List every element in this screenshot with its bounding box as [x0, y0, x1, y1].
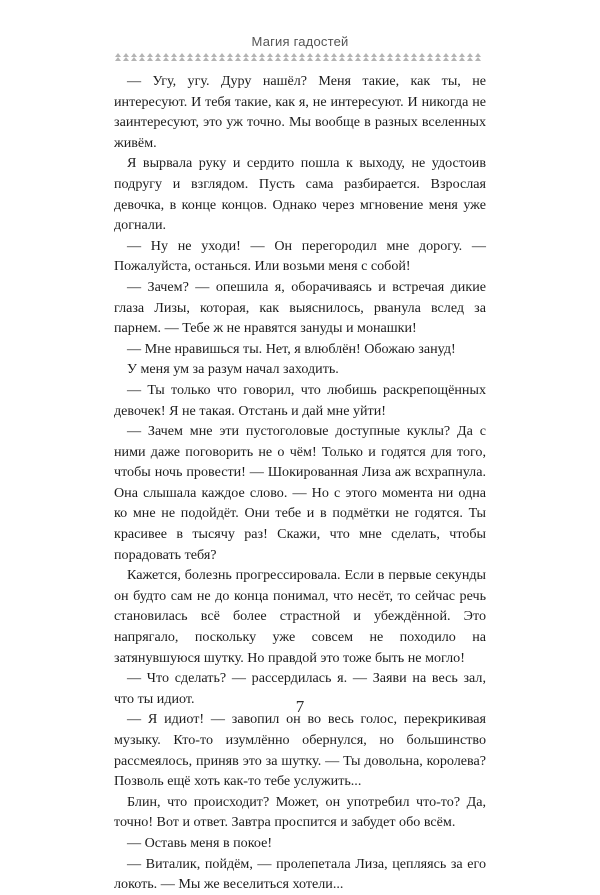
running-head: Магия гадостей — [251, 34, 349, 49]
paragraph: Блин, что происходит? Может, он употребил что-то? Да, точно! Вот и ответ. Завтра проспится и забудет обо всём. — [114, 793, 486, 831]
paragraph: — Мне нравишься ты. Нет, я влюблён! Обожаю зануд! — [127, 340, 456, 357]
ornament-zigzag-row — [115, 57, 481, 61]
body-text — [114, 71, 486, 895]
paragraph: Я вырвала руку и сердито пошла к выходу, не удостоив подругу и взглядом. Пусть сама разбирается. Взрослая девочка, в конце концов. Однако через мгновение меня уже догнали. — [114, 155, 486, 234]
ornament-zigzag-row — [115, 53, 481, 57]
ornament-divider — [114, 51, 486, 63]
paragraph: — Ну не уходи! — Он перегородил мне дорогу. — Пожалуйста, останься. Или возьми меня с собой! — [114, 237, 486, 275]
paragraph: — Ты только что говорил, что любишь раскрепощённых девочек! Я не такая. Отстань и дай мне уйти! — [114, 381, 486, 419]
paragraph: — Угу, угу. Дуру нашёл? Меня такие, как ты, не интересуют. И тебя такие, как я, не интересуют. И никогда не заинтересуют, это уж точно. Мы вообще в разных вселенных живём. — [114, 73, 486, 151]
paragraph: — Я идиот! — завопил он во весь голос, перекрикивая музыку. Кто-то изумлённо обернулся, но большинство рассмеялось, приняв это за шутку. — Ты довольна, королева? Позволь ещё хоть как-то тебе услужить... — [114, 711, 486, 790]
paragraph: — Виталик, пойдём, — пролепетала Лиза, цепляясь за его локоть. — Мы же веселиться хотели... — [114, 855, 486, 893]
paragraph: — Зачем мне эти пустоголовые доступные куклы? Да с ними даже поговорить не о чём! Только и годятся для того, чтобы ночь провести! — Шокированная Лиза аж всхрапнула. Она слышала каждое слово. — Но с этого момента ни одна ко мне не подойдёт. Они тебе и в подмётки не годятся. Ты красивее в тысячу раз! Скажи, что мне сделать, чтобы порадовать тебя? — [114, 423, 486, 563]
paragraph: — Оставь меня в покое! — [127, 834, 273, 851]
paragraph: У меня ум за разум начал заходить. — [127, 361, 339, 378]
paragraph: Кажется, болезнь прогрессировала. Если в первые секунды он будто сам не до конца понимал, что несёт, то сейчас речь становилась всё более страстной и убеждённой. Это напрягало, поскольку уже совсем не походило на затянувшуюся шутку. Но правдой это тоже быть не могло! — [114, 567, 486, 666]
paragraph: — Зачем? — опешила я, оборачиваясь и встречая дикие глаза Лизы, которая, как выяснилось, рванула вслед за парнем. — Тебе ж не нравятся зануды и монашки! — [114, 278, 486, 337]
page-number: 7 — [295, 697, 305, 716]
paragraph: — Что сделать? — рассердилась я. — Заяви на весь зал, что ты идиот. — [114, 670, 486, 707]
